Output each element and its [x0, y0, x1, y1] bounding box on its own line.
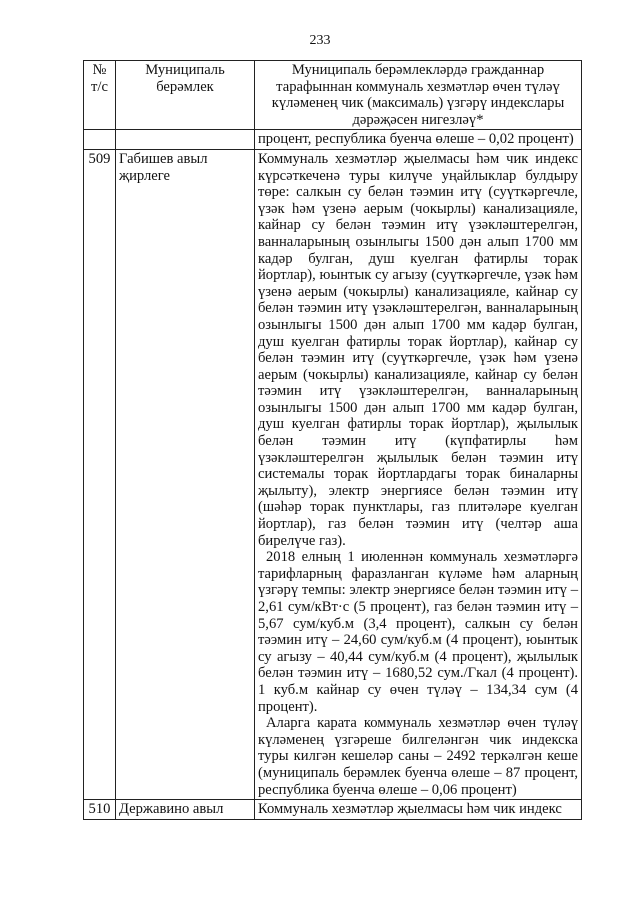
table-row: [84, 149, 582, 799]
header-municipality: Муниципаль берәмлек: [116, 61, 255, 130]
row-number: 510: [84, 800, 116, 820]
header-num: № т/с: [84, 61, 116, 130]
municipality-name: Державино авыл: [116, 800, 255, 820]
description-paragraph: 2018 елның 1 июленнән коммуналь хезмәтләргә тарифларның фаразланган күләме һәм аларның үзгәрү темпы: электр энергиясе белән тәэмин итү – 2,61 сум/кВт·с (5 процент), газ белән тәэмин итү – 5,67 сум/куб.м (3,4 процент), салкын су белән тәэмин итү – 24,60 сум/куб.м (4 процент), юынтык су агызу – 40,44 сум/куб.м (4 процент), җылылык белән тәэмин итү – 1680,52 сум./Гкал (4 процент). 1 куб.м кайнар су өчен түләү – 134,34 сум (4 процент).: [258, 549, 578, 715]
table-row: [84, 800, 582, 820]
tariff-index-table: [83, 60, 582, 820]
municipality-name: Габишев авыл җирлеге: [116, 149, 255, 799]
table-row-continuation: [84, 130, 582, 150]
description-paragraph: Коммуналь хезмәтләр җыелмасы һәм чик индекс күрсәткеченә туры килүче уңайлыклар булдыру төре: салкын су белән тәэмин итү (суүткәргечле, үзәк һәм үзенә аерым (чокырлы) канализацияле, кайнар су белән тәэмин итү үзәкләштерелгән, ванналарының озынлыгы 1500 дән алып 1700 мм кадәр булган, душ куелган фатирлы торак йортлар), юынтык су агызу (суүткәргечле, үзәк һәм үзенә аерым (чокырлы) канализацияле, кайнар су белән тәэмин итү үзәкләштерелгән, ванналарының озынлыгы 1500 дән алып 1700 мм кадәр булган, душ куелган фатирлы торак йортлар), кайнар су белән тәэмин итү (суүткәргечле, үзәк һәм үзенә аерым (чокырлы) канализацияле, кайнар су белән тәэмин итү үзәкләштерелгән, ванналарының озынлыгы 1500 дән алып 1700 мм кадәр булган, душ куелган фатирлы торак йортлар), җылылык белән тәэмин итү (күпфатирлы һәм үзәкләштерелгән җылылык белән тәэмин итү системалы торак йортлардагы торак биналарны җылыту), электр энергиясе белән тәэмин итү (шәһәр торак пунктлары, газ плитәләре куелган йортлар), газ белән тәэмин итү (челтәр аша бирелүче газ).: [258, 150, 578, 549]
continuation-num-cell: [84, 130, 116, 150]
description-paragraph: Коммуналь хезмәтләр җыелмасы һәм чик индекс: [258, 801, 562, 818]
index-description: [255, 800, 582, 820]
continuation-name-cell: [116, 130, 255, 150]
page-number: 233: [309, 33, 331, 48]
header-index: Муниципаль берәмлекләрдә гражданнар тарафыннан коммуналь хезмәтләр өчен түләү күләменең чик (максималь) үзгәрү индекслары дәрәҗәсен нигезләү*: [255, 61, 582, 130]
description-paragraph: Аларга карата коммуналь хезмәтләр өчен түләү күләменең үзгәреше билгеләнгән чик индекска туры килгән кешеләр саны – 2492 теркәлгән кеше (муниципаль берәмлек буенча өлеше – 87 процент, республика буенча өлеше – 0,06 процент): [258, 715, 578, 798]
row-number: 509: [84, 149, 116, 799]
continuation-text: процент, республика буенча өлеше – 0,02 процент): [255, 130, 582, 150]
table-header-row: [84, 61, 582, 130]
index-description: [255, 149, 582, 799]
